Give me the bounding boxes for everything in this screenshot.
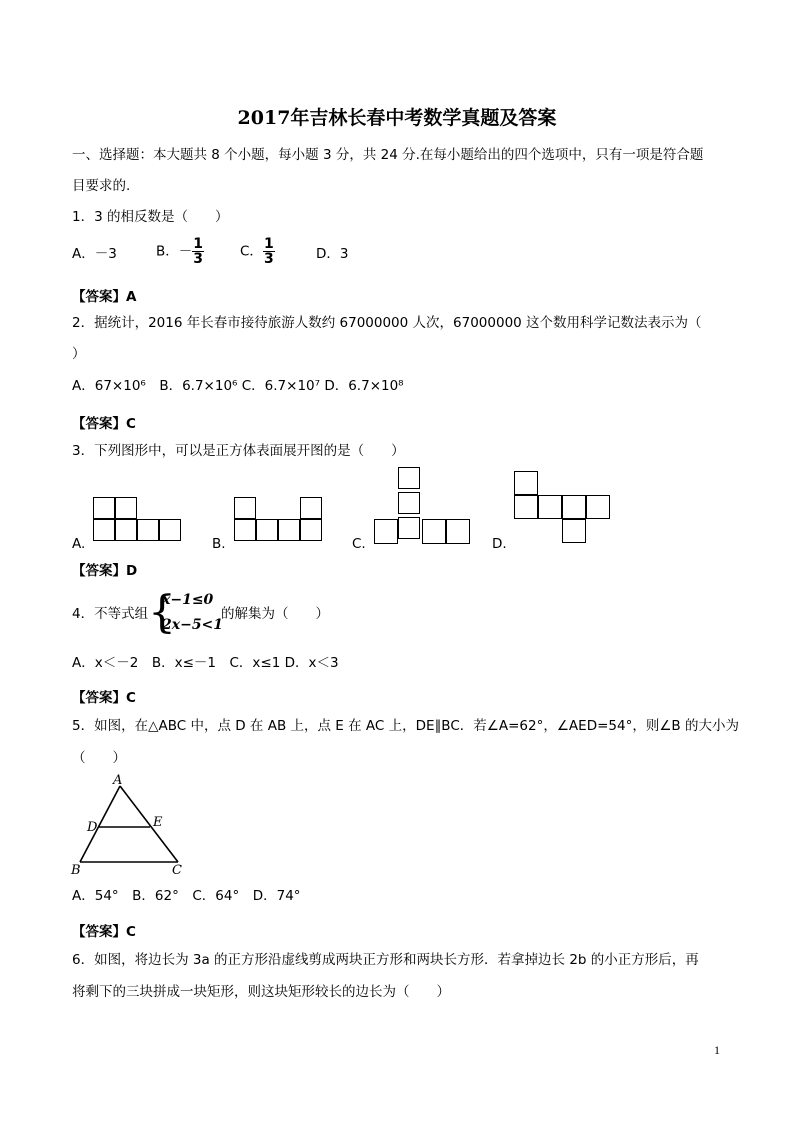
net-square <box>562 519 586 543</box>
net-square <box>514 495 538 519</box>
q1-c-denominator: 3 <box>263 251 274 267</box>
net-square <box>422 519 446 544</box>
label-d: D <box>87 820 98 835</box>
net-square <box>538 495 562 519</box>
q5-answer: 【答案】C <box>72 924 136 940</box>
q6-stem-line1: 6．如图，将边长为 3a 的正方形沿虚线剪成两块正方形和两块长方形．若拿掉边长 2b 的小正方形后，再 <box>72 952 699 968</box>
q1-option-b-prefix: B．－ <box>156 243 193 260</box>
page-number: 1 <box>714 1043 720 1057</box>
q3-stem: 3．下列图形中，可以是正方体表面展开图的是（ ） <box>72 443 405 459</box>
net-square <box>115 519 137 541</box>
q2-stem-line2: ） <box>72 346 86 362</box>
net-square <box>586 495 610 519</box>
net-square <box>234 497 256 519</box>
q4-stem-prefix: 4．不等式组 <box>72 606 149 622</box>
side-ac <box>120 786 178 862</box>
q1-option-c-fraction <box>263 237 275 266</box>
net-square <box>234 519 256 541</box>
q1-option-b-fraction <box>192 237 204 266</box>
q3-option-a-label: A. <box>72 536 86 552</box>
q2-options: A．67×10⁶ B．6.7×10⁶ C．6.7×10⁷ D．6.7×10⁸ <box>72 378 404 394</box>
q1-option-c-prefix: C． <box>240 243 263 260</box>
q5-stem-line1: 5．如图，在△ABC 中，点 D 在 AB 上，点 E 在 AC 上，DE∥BC．若∠A=62°，∠AED=54°，则∠B 的大小为 <box>72 718 739 734</box>
left-brace-icon: { <box>148 587 176 638</box>
net-square <box>398 492 420 514</box>
q4-options: A．x＜－2 B．x≤－1 C．x≤1 D．x＜3 <box>72 655 339 671</box>
net-square <box>256 519 278 541</box>
q1-b-numerator: 1 <box>193 236 204 252</box>
net-square <box>374 519 398 544</box>
q3-option-c-label: C. <box>352 536 366 552</box>
side-ab <box>80 786 120 862</box>
q2-stem-line1: 2．据统计，2016 年长春市接待旅游人数约 67000000 人次，67000000 这个数用科学记数法表示为（ <box>72 315 702 331</box>
net-square <box>562 495 586 519</box>
net-square <box>300 497 322 519</box>
q1-stem: 1．3 的相反数是（ ） <box>72 209 229 225</box>
net-square <box>398 517 420 539</box>
q1-b-denominator: 3 <box>193 251 204 267</box>
q6-stem-line2: 将剩下的三块拼成一块矩形，则这块矩形较长的边长为（ ） <box>72 984 450 1000</box>
q4-inequality-2: 2x−5<1 <box>162 617 224 633</box>
label-b: B <box>71 863 81 878</box>
net-square <box>93 497 115 519</box>
q5-stem-line2: （ ） <box>72 750 126 766</box>
page-title: 2017年吉林长春中考数学真题及答案 <box>237 107 557 129</box>
q3-option-d-label: D. <box>492 536 507 552</box>
q3-answer: 【答案】D <box>72 563 138 579</box>
q1-option-d: D．3 <box>316 246 349 262</box>
net-square <box>446 519 470 544</box>
net-square <box>115 497 137 519</box>
net-square <box>398 467 420 489</box>
net-square <box>137 519 159 541</box>
label-e: E <box>153 815 163 830</box>
q1-c-numerator: 1 <box>263 236 274 252</box>
q1-option-a: A．－3 <box>72 246 117 262</box>
q3-option-b-label: B. <box>212 536 226 552</box>
section-instructions-line1: 一、选择题：本大题共 8 个小题，每小题 3 分，共 24 分.在每小题给出的四个选项中，只有一项是符合题 <box>72 147 704 163</box>
q1-answer: 【答案】A <box>72 289 137 305</box>
q4-inequality-1: x−1≤0 <box>162 592 214 608</box>
q5-triangle-figure <box>68 770 198 880</box>
q2-answer: 【答案】C <box>72 416 136 432</box>
net-square <box>514 471 538 495</box>
q1-option-c <box>240 237 275 266</box>
net-square <box>93 519 115 541</box>
net-square <box>278 519 300 541</box>
net-square <box>159 519 181 541</box>
q4-answer: 【答案】C <box>72 690 136 706</box>
q5-options: A．54° B．62° C．64° D．74° <box>72 888 301 904</box>
q1-option-b <box>156 237 204 266</box>
label-a: A <box>113 773 123 788</box>
label-c: C <box>172 863 182 878</box>
section-instructions-line2: 目要求的. <box>72 178 131 194</box>
q4-stem-suffix: 的解集为（ ） <box>221 606 329 622</box>
net-square <box>300 519 322 541</box>
